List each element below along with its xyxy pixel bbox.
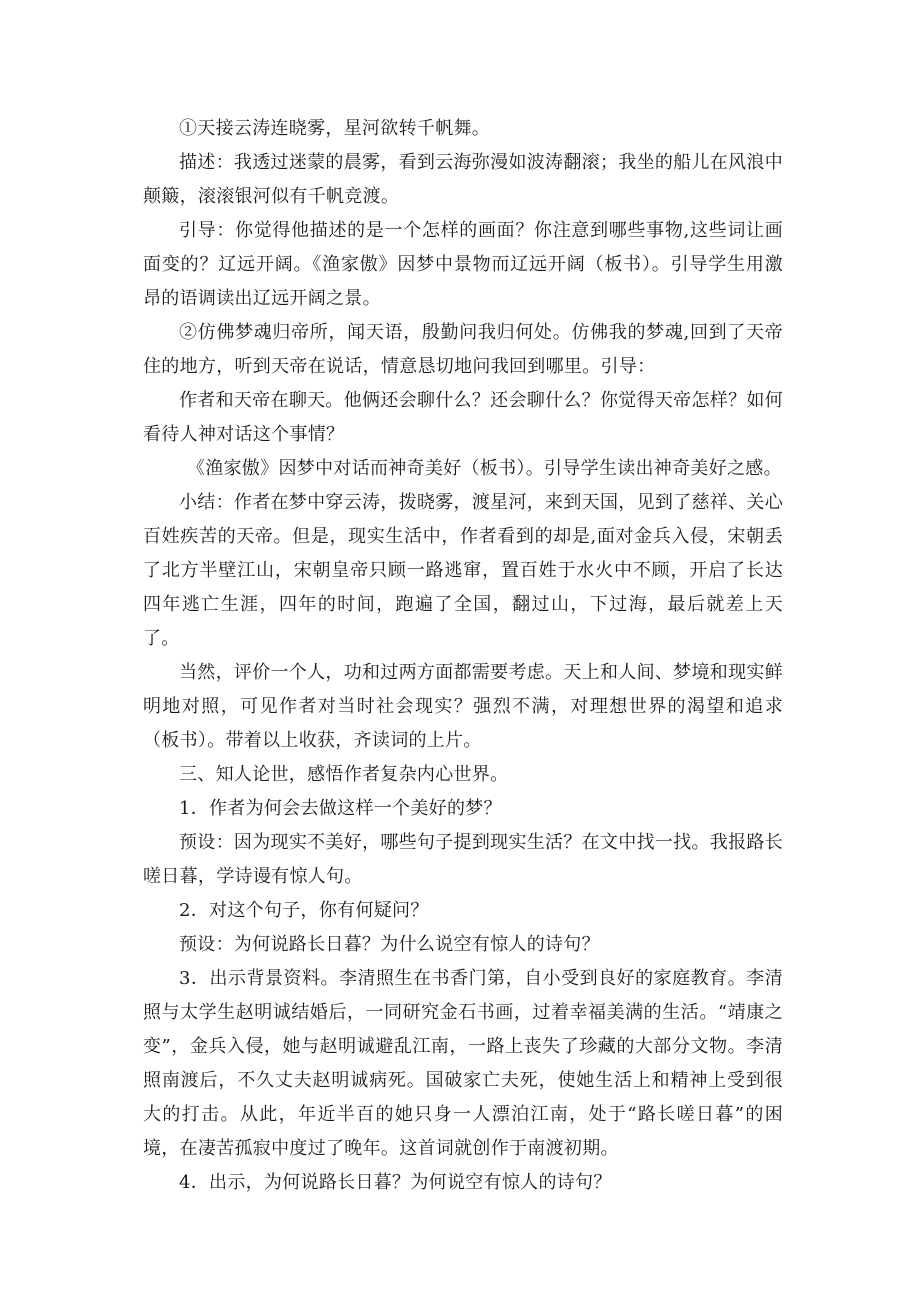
list-item-1: 1．作者为何会去做这样一个美好的梦？ <box>179 798 502 819</box>
paragraph-guidance-1: 引导：你觉得他描述的是一个怎样的画面？你注意到哪些事物,这些词让画面变的？辽远开阔。《渔家傲》因梦中景物而辽远开阔（板书）。引导学生用激昂的语调读出辽远开阔之景。 <box>143 220 783 309</box>
paragraph-evaluation: 当然，评价一个人，功和过两方面都需要考虑。天上和人间、梦境和现实鲜明地对照，可见作者对当时社会现实？强烈不满，对理想世界的渴望和追求（板书）。带着以上收获，齐读词的上片。 <box>143 662 783 751</box>
paragraph-board-note: 《渔家傲》因梦中对话而神奇美好（板书）。引导学生读出神奇美好之感。 <box>187 458 782 479</box>
document-body <box>143 112 783 1200</box>
paragraph-description: 描述：我透过迷蒙的晨雾，看到云海弥漫如波涛翻滚；我坐的船儿在风浪中颠簸，滚滚银河似有千帆竞渡。 <box>143 152 783 207</box>
paragraph-dialogue-question: 作者和天帝在聊天。他俩还会聊什么？还会聊什么？你觉得天帝怎样？如何看待人神对话这个事情？ <box>143 390 783 445</box>
paragraph-summary: 小结：作者在梦中穿云涛，拨晓雾，渡星河，来到天国，见到了慈祥、关心百姓疾苦的天帝。但是，现实生活中，作者看到的却是,面对金兵入侵，宋朝丢了北方半壁江山，宋朝皇帝只顾一路逃窜，置百姓于水火中不顾，开启了长达四年逃亡生涯，四年的时间，跑遍了全国，翻过山，下过海，最后就差上天了。 <box>143 492 783 649</box>
paragraph-verse-1: ①天接云涛连晓雾，星河欲转千帆舞。 <box>179 118 491 139</box>
list-item-2: 2．对这个句子，你有何疑问？ <box>179 900 429 921</box>
list-item-4: 4．出示，为何说路长日暮？为何说空有惊人的诗句？ <box>179 1172 612 1193</box>
list-item-3-background: 3．出示背景资料。李清照生在书香门第，自小受到良好的家庭教育。李清照与太学生赵明诚结婚后，一同研究金石书画，过着幸福美满的生活。“靖康之变”，金兵入侵，她与赵明诚避乱江南，一路上丧失了珍藏的大部分文物。李清照南渡后，不久丈夫赵明诚病死。国破家亡夫死，使她生活上和精神上受到很大的打击。从此，年近半百的她只身一人漂泊江南，处于“路长嗟日暮”的困境，在凄苦孤寂中度过了晚年。这首词就创作于南渡初期。 <box>143 968 783 1159</box>
paragraph-preset-1: 预设：因为现实不美好，哪些句子提到现实生活？在文中找一找。我报路长嗟日暮，学诗谩有惊人句。 <box>143 832 783 887</box>
paragraph-preset-2: 预设：为何说路长日暮？为什么说空有惊人的诗句？ <box>179 934 600 955</box>
section-heading-3: 三、知人论世，感悟作者复杂内心世界。 <box>179 764 509 785</box>
paragraph-verse-2: ②仿佛梦魂归帝所，闻天语，殷勤问我归何处。仿佛我的梦魂,回到了天帝住的地方，听到天帝在说话，情意恳切地问我回到哪里。引导： <box>143 322 783 377</box>
